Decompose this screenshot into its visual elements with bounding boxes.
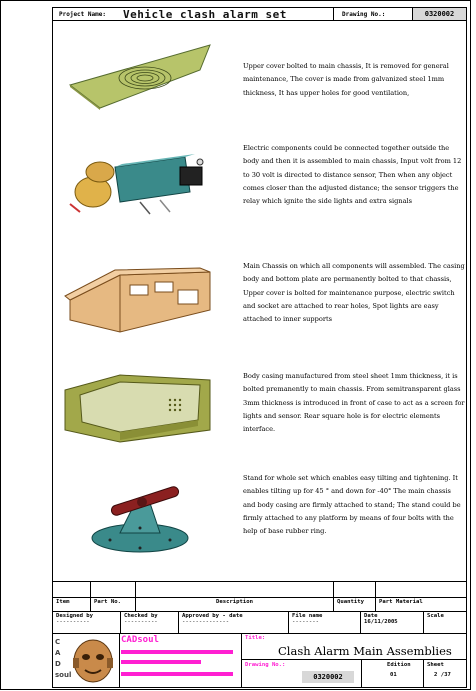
date-cell: [360, 612, 423, 633]
assembly-item-body-casing: [60, 368, 465, 468]
checked-by-cell: [120, 612, 178, 633]
file-name-label: File name: [292, 613, 323, 619]
sheet-number-group: [434, 672, 451, 678]
table-row: [53, 582, 466, 598]
title-label: Title:: [245, 635, 266, 641]
scale-label: Scale: [423, 612, 468, 633]
stand-description: Stand for whole set which enables easy tilting and tightening. It enables tilting up for 45 ° and down for -40° The main chassis and body casing are firmly attached to stand; The stand could be firmly attached to any platform by means of four bolts with the help of base rubber ring.: [243, 474, 461, 536]
part-no-column-header: Part No.: [90, 598, 135, 611]
logo-letter-d: D: [55, 660, 61, 668]
right-border: [466, 21, 467, 581]
item-column-header: Item: [56, 599, 70, 605]
mask-logo-icon: [69, 638, 117, 684]
edition-cell: [361, 660, 423, 687]
approved-by-value: --------------: [182, 619, 230, 625]
company-bar-2: [121, 660, 201, 664]
edition-label: Edition: [387, 662, 411, 668]
sheet-label: Sheet: [427, 662, 444, 668]
part-material-column-header: Part Material: [375, 598, 468, 611]
logo-letter-soul: soul: [55, 671, 72, 679]
electric-components-illustration: [60, 142, 240, 222]
approved-by-label: Approved by - date: [182, 613, 243, 619]
project-name: Vehicle clash alarm set: [123, 7, 287, 21]
company-name: CADsoul: [121, 635, 159, 645]
main-chassis-description: Main Chassis on which all components will assembled. The casing body and bottom plate are permanently bolted to that chassis, Upper cover is bolted for maintenance purpose, electric switch and socket are attached to rear holes, Spot lights are easy attached to inner supports: [243, 262, 465, 324]
company-cell: [119, 634, 241, 687]
stand-illustration: [60, 478, 240, 558]
designed-by-cell: [53, 612, 120, 633]
company-bar-1: [121, 650, 233, 654]
body-casing-illustration: [60, 370, 240, 450]
logo-letter-a: A: [55, 649, 61, 657]
title-area: [53, 634, 466, 687]
drawing-number: 0320002: [412, 8, 466, 20]
date-label: Date: [364, 613, 378, 619]
file-name-value: --------: [292, 619, 319, 625]
designed-by-label: Designed by: [56, 613, 94, 619]
sheet-cell: [423, 660, 466, 687]
project-name-label: Project Name:: [59, 10, 106, 18]
checked-by-value: ----------: [124, 619, 158, 625]
file-name-cell: [288, 612, 360, 633]
drawing-no-label: Drawing No.:: [245, 662, 286, 668]
quantity-column-header: Quantity: [333, 598, 375, 611]
sheet-total: /37: [440, 672, 451, 678]
company-bar-3: [121, 672, 233, 676]
approved-by-cell: [178, 612, 288, 633]
signoff-row: [53, 612, 466, 634]
sheet-number: 2: [434, 672, 438, 678]
assembly-item-upper-cover: [60, 38, 465, 128]
body-casing-description: Body casing manufactured from steel sheet 1mm thickness, it is bolted premanently to main chassis. From semitransparent glass 3mm thickness is introduced in front of case to act as a screen for lights and sensor. Rear square hole is for electric elements interface.: [243, 372, 465, 434]
drawing-no-cell: [241, 660, 361, 687]
logo-letter-c: C: [55, 638, 61, 646]
assembly-item-stand: [60, 470, 465, 575]
drawing-title: Clash Alarm Main Assemblies: [278, 644, 452, 658]
electric-components-description: Electric components could be connected together outside the body and then it is assembled to main chassis, Input volt from 12 to 30 volt is directed to distance sensor, Then when any object comes closer than the adjusted distance; the sensor triggers the relay which ignite the side lights and extra signals: [243, 144, 462, 206]
assembly-item-main-chassis: [60, 258, 465, 358]
main-chassis-illustration: [60, 260, 240, 340]
assembly-item-electric-components: [60, 140, 465, 250]
drawing-no-value: 0320002: [302, 671, 354, 683]
upper-cover-description: Upper cover bolted to main chassis, It is removed for general maintenance, The cover is made from galvanized steel 1mm thickness, It has upper holes for good ventilation,: [243, 62, 449, 97]
edition-value: 01: [390, 672, 397, 678]
title-block: [52, 581, 467, 688]
checked-by-label: Checked by: [124, 613, 158, 619]
company-logo: [53, 634, 120, 687]
description-column-header: Description: [135, 598, 333, 611]
date-value: 16/11/2005: [364, 619, 398, 625]
table-header-row: [53, 598, 466, 612]
title-cell: [241, 634, 466, 660]
left-border: [52, 21, 53, 581]
upper-cover-illustration: [60, 40, 240, 110]
designed-by-value: ----------: [56, 619, 90, 625]
title-header: [52, 7, 467, 21]
drawing-number-label: Drawing No.:: [333, 8, 412, 20]
